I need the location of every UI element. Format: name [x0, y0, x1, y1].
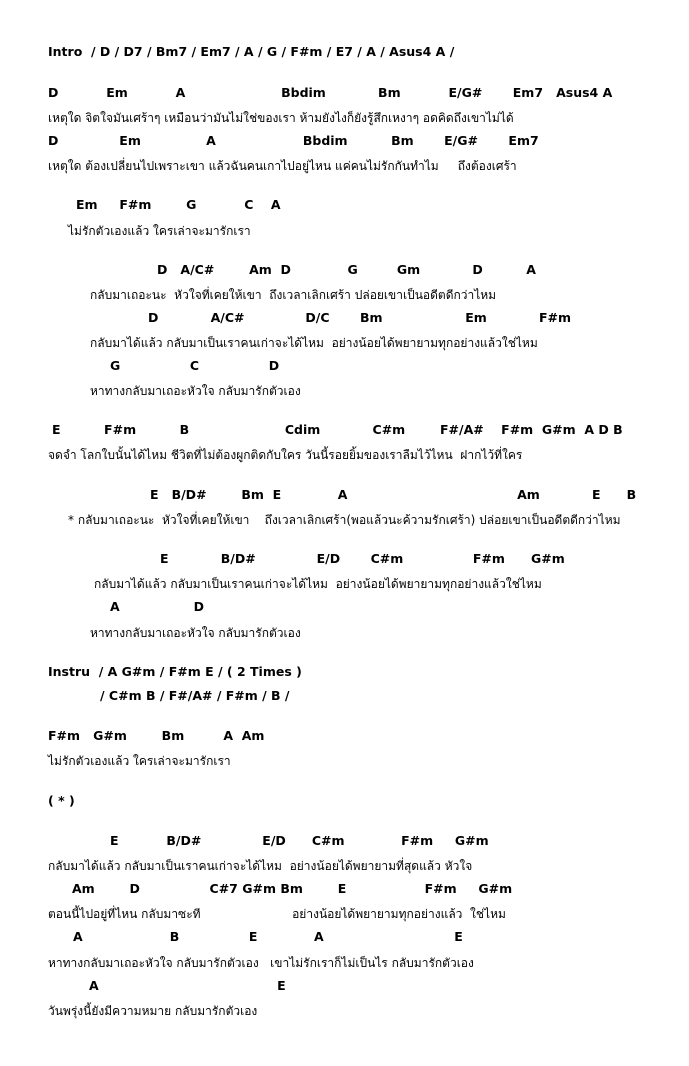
outro-lyric-1: กลับมาได้แล้ว กลับมาเป็นเราคนเก่าจะได้ไหม อย่างน้อยได้พยายามที่สุดแล้ว หัวใจ [48, 859, 473, 873]
chorus1-chords-2: D A/C# D/C Bm Em F#m [148, 310, 572, 325]
chorus1-chords-3: G C D [110, 358, 280, 373]
outro-chords-3: A B E A E [73, 929, 463, 944]
verse2-chords: E F#m B Cdim C#m F#/A# F#m G#m A D B [52, 422, 623, 437]
outro-lyric-4: วันพรุ่งนี้ยังมีความหมาย กลับมารักตัวเอง [48, 1004, 258, 1018]
outro-chords-4: A E [89, 978, 286, 993]
verse1-lyric-1: เหตุใด จิตใจมันเศร้าๆ เหมือนว่ามันไม่ใช่ของเรา ห้ามยังไงก็ยังรู้สึกเหงาๆ อดคิดถึงเขาไม่ได้ [48, 111, 514, 125]
outro-lyric-3: หาทางกลับมาเถอะหัวใจ กลับมารักตัวเอง เขาไม่รักเราก็ไม่เป็นไร กลับมารักตัวเอง [48, 956, 474, 970]
chorus1-lyric-1: กลับมาเถอะนะ หัวใจที่เคยให้เขา ถึงเวลาเลิกเศร้า ปล่อยเขาเป็นอดีตดีกว่าไหม [90, 288, 497, 302]
instru-line-1: Instru / A G#m / F#m E / ( 2 Times ) [48, 664, 302, 679]
pre2-chords: F#m G#m Bm A Am [48, 728, 265, 743]
chorus1-lyric-2: กลับมาได้แล้ว กลับมาเป็นเราคนเก่าจะได้ไหม อย่างน้อยได้พยายามทุกอย่างแล้วใช่ไหม [90, 336, 538, 350]
pre1-chords: Em F#m G C A [76, 197, 281, 212]
instru-line-2: / C#m B / F#/A# / F#m / B / [100, 688, 290, 703]
outro-chords-1: E B/D# E/D C#m F#m G#m [110, 833, 489, 848]
chorus1-lyric-3: หาทางกลับมาเถอะหัวใจ กลับมารักตัวเอง [90, 384, 301, 398]
intro-line: Intro / D / D7 / Bm7 / Em7 / A / G / F#m / E7 / A / Asus4 A / [48, 44, 455, 59]
chorus1-chords-1: D A/C# Am D G Gm D A [157, 262, 536, 277]
pre1-lyric: ไม่รักตัวเองแล้ว ใครเล่าจะมารักเรา [68, 224, 251, 238]
repeat-mark: ( * ) [48, 793, 75, 808]
verse2-lyric: จดจำ โลกใบนั้นได้ไหม ชีวิตที่ไม่ต้องผูกติดกับใคร วันนี้รอยยิ้มของเราลืมไว้ไหน ฝากไว้ที่ใคร [48, 448, 523, 462]
chorus2-chords-3: A D [110, 599, 205, 614]
verse1-chords-1: D Em A Bbdim Bm E/G# Em7 Asus4 A [48, 85, 613, 100]
outro-lyric-2: ตอนนี้ไปอยู่ที่ไหน กลับมาซะที อย่างน้อยได้พยายามทุกอย่างแล้ว ใช่ไหม [48, 907, 506, 921]
chorus2-chords-1: E B/D# Bm E A Am E B [150, 487, 637, 502]
verse1-lyric-2: เหตุใด ต้องเปลี่ยนไปเพราะเขา แล้วฉันคนเกาไปอยู่ไหน แค่คนไม่รักกันทำไม ถึงต้องเศร้า [48, 159, 517, 173]
chorus2-lyric-2: กลับมาได้แล้ว กลับมาเป็นเราคนเก่าจะได้ไหม อย่างน้อยได้พยายามทุกอย่างแล้วใช่ไหม [94, 577, 542, 591]
outro-chords-2: Am D C#7 G#m Bm E F#m G#m [72, 881, 513, 896]
verse1-chords-2: D Em A Bbdim Bm E/G# Em7 [48, 133, 539, 148]
pre2-lyric: ไม่รักตัวเองแล้ว ใครเล่าจะมารักเรา [48, 754, 231, 768]
chorus2-chords-2: E B/D# E/D C#m F#m G#m [160, 551, 565, 566]
chorus2-lyric-1: * กลับมาเถอะนะ หัวใจที่เคยให้เขา ถึงเวลาเลิกเศร้า(พอแล้วนะค้วามรักเศร้า) ปล่อยเขาเป็นอดีตดีกว่าไหม [68, 513, 621, 527]
chorus2-lyric-3: หาทางกลับมาเถอะหัวใจ กลับมารักตัวเอง [90, 626, 301, 640]
